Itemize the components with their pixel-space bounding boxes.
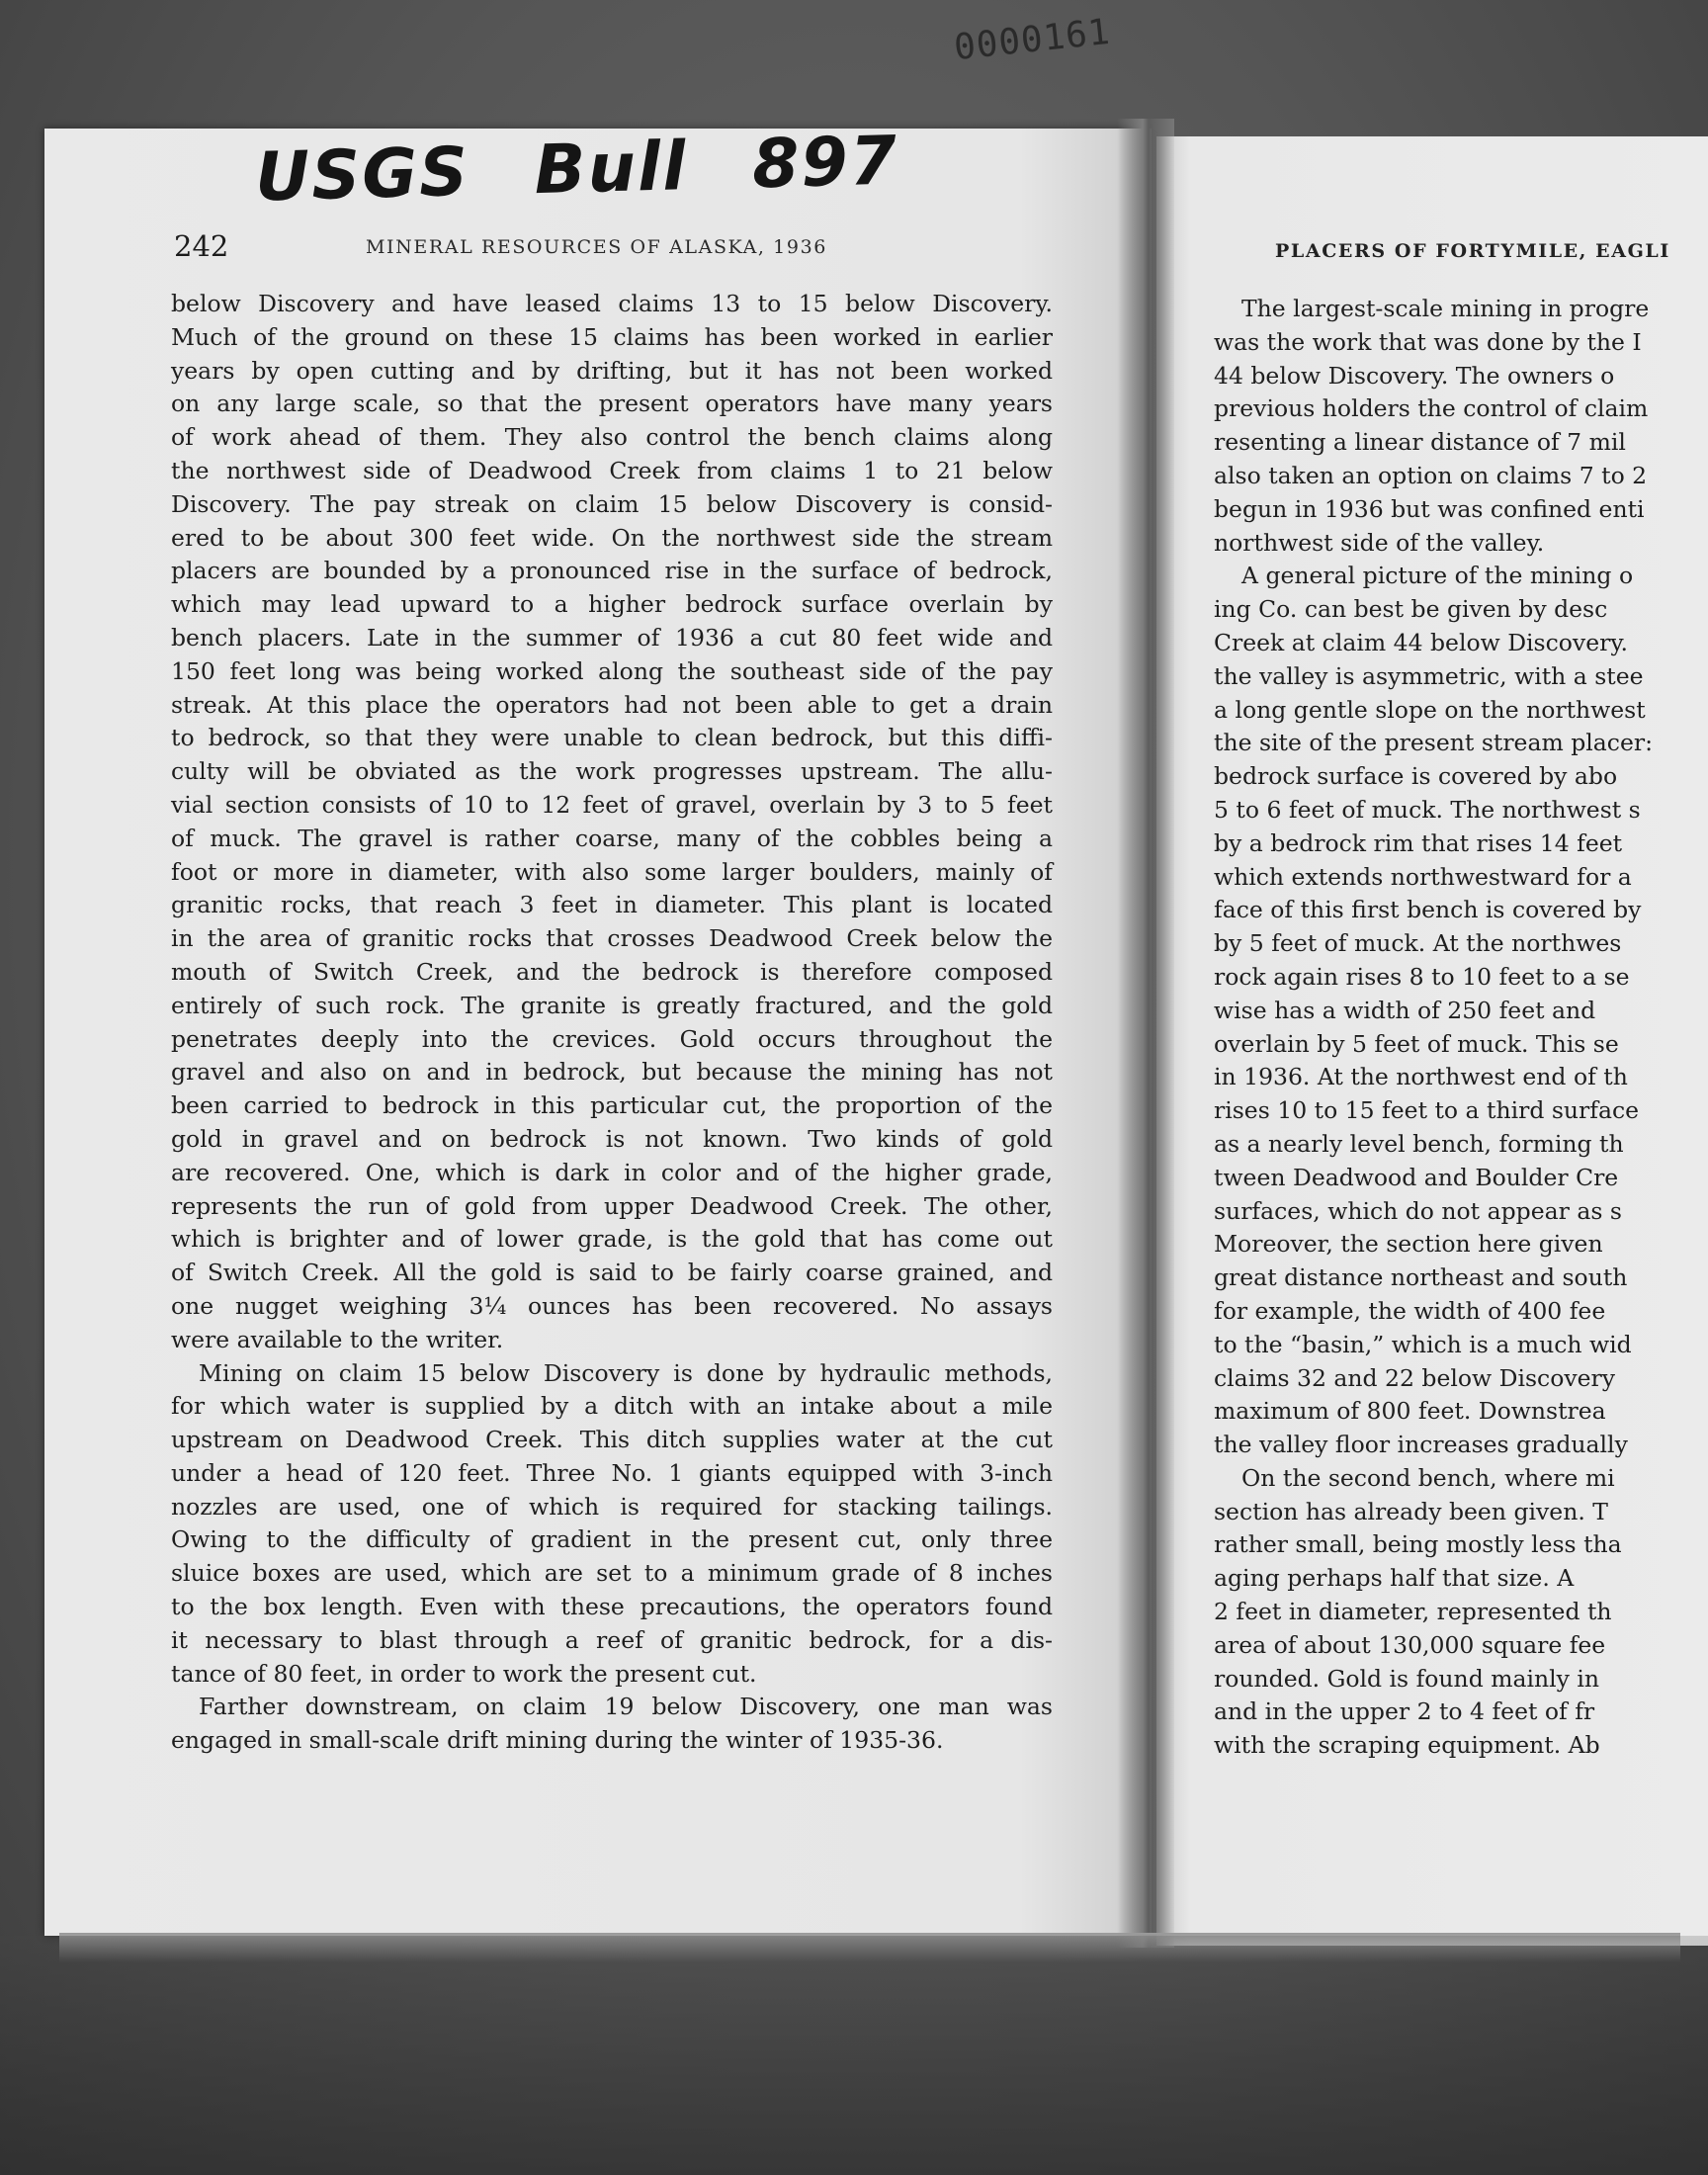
text-line: which may lead upward to a higher bedrock surface overlain by [171, 590, 1053, 619]
text-line: by a bedrock rim that rises 14 feet [1214, 828, 1623, 857]
text-line: one nugget weighing 3¼ ounces has been recovered. No assays [171, 1291, 1053, 1320]
text-line: under a head of 120 feet. Three No. 1 giants equipped with 3-inch [171, 1458, 1053, 1487]
text-line: ered to be about 300 feet wide. On the northwest side the stream [171, 523, 1053, 552]
text-line: A general picture of the mining o [1241, 562, 1634, 590]
text-line: nozzles are used, one of which is required for stacking tailings. [171, 1492, 1053, 1521]
text-line: were available to the writer. [171, 1325, 504, 1353]
text-line: of Switch Creek. All the gold is said to be fairly coarse grained, and [171, 1259, 1053, 1287]
text-line: in the area of granitic rocks that crosses Deadwood Creek below the [171, 924, 1053, 953]
left-running-head: MINERAL RESOURCES OF ALASKA, 1936 [366, 236, 827, 258]
text-line: gravel and also on and in bedrock, but because the mining has not [171, 1058, 1053, 1087]
text-line: been carried to bedrock in this particular cut, the proportion of the [171, 1091, 1053, 1120]
text-line: Owing to the difficulty of gradient in the present cut, only three [171, 1525, 1053, 1554]
left-page-header [174, 229, 1064, 269]
text-line: of muck. The gravel is rather coarse, many of the cobbles being a [171, 824, 1053, 852]
text-line: on any large scale, so that the present operators have many years [171, 390, 1053, 418]
text-line: with the scraping equipment. Ab [1214, 1731, 1600, 1760]
paragraph [171, 288, 1053, 1357]
text-line: maximum of 800 feet. Downstrea [1214, 1397, 1606, 1426]
text-line: tance of 80 feet, in order to work the present cut. [171, 1659, 757, 1688]
text-line: previous holders the control of claim [1214, 394, 1649, 423]
text-line: aging perhaps half that size. A [1214, 1564, 1575, 1593]
left-page-text [171, 288, 1053, 1758]
text-line: wise has a width of 250 feet and [1214, 996, 1596, 1024]
text-line: the valley is asymmetric, with a stee [1214, 661, 1644, 690]
text-line: was the work that was done by the I [1214, 327, 1642, 356]
text-line: upstream on Deadwood Creek. This ditch supplies water at the cut [171, 1426, 1053, 1454]
text-line: mouth of Switch Creek, and the bedrock is therefore composed [171, 957, 1053, 986]
text-line: On the second bench, where mi [1241, 1463, 1615, 1492]
text-line: Mining on claim 15 below Discovery is done by hydraulic methods, [199, 1358, 1053, 1387]
paragraph [171, 1691, 1053, 1758]
text-line: rises 10 to 15 feet to a third surface [1214, 1096, 1640, 1125]
text-line: Moreover, the section here given [1214, 1230, 1603, 1259]
text-line: gold in gravel and on bedrock is not known. Two kinds of gold [171, 1124, 1053, 1153]
text-line: by 5 feet of muck. At the northwes [1214, 929, 1622, 958]
text-line: represents the run of gold from upper Deadwood Creek. The other, [171, 1191, 1053, 1220]
text-line: the valley floor increases gradually [1214, 1431, 1628, 1459]
page-number: 242 [174, 229, 229, 263]
handwritten-title: USGS Bull 897 [254, 122, 900, 218]
text-line: to bedrock, so that they were unable to clean bedrock, but this diffi- [171, 724, 1053, 752]
text-line: surfaces, which do not appear as s [1214, 1196, 1622, 1225]
right-running-head: PLACERS OF FORTYMILE, EAGLI [1275, 240, 1670, 262]
book-gutter [1117, 119, 1174, 1948]
text-line: penetrates deeply into the crevices. Gold occurs throughout the [171, 1024, 1053, 1053]
text-line: Much of the ground on these 15 claims has been worked in earlier [171, 322, 1053, 351]
text-line: area of about 130,000 square fee [1214, 1630, 1606, 1659]
text-line: 5 to 6 feet of muck. The northwest s [1214, 795, 1641, 824]
text-line: begun in 1936 but was confined enti [1214, 494, 1645, 523]
text-line: northwest side of the valley. [1214, 528, 1545, 557]
right-page-text [1214, 293, 1708, 1763]
text-line: 2 feet in diameter, represented th [1214, 1598, 1612, 1626]
archive-stamp-number: 0000161 [952, 11, 1113, 69]
text-line: section has already been given. T [1214, 1497, 1608, 1525]
right-page [1156, 136, 1708, 1946]
text-line: 44 below Discovery. The owners o [1214, 361, 1615, 390]
text-line: also taken an option on claims 7 to 2 [1214, 461, 1648, 489]
text-line: bench placers. Late in the summer of 1936 a cut 80 feet wide and [171, 623, 1053, 652]
text-line: Discovery. The pay streak on claim 15 below Discovery is consid- [171, 489, 1053, 518]
text-line: Farther downstream, on claim 19 below Discovery, one man was [199, 1693, 1053, 1721]
text-line: rounded. Gold is found mainly in [1214, 1664, 1600, 1693]
text-line: which is brighter and of lower grade, is the gold that has come out [171, 1225, 1053, 1254]
text-line: years by open cutting and by drifting, but it has not been worked [171, 356, 1053, 385]
text-line: and in the upper 2 to 4 feet of fr [1214, 1697, 1595, 1726]
text-line: placers are bounded by a pronounced rise in the surface of bedrock, [171, 557, 1053, 585]
text-line: as a nearly level bench, forming th [1214, 1129, 1624, 1158]
text-line: resenting a linear distance of 7 mil [1214, 428, 1626, 457]
text-line: a long gentle slope on the northwest [1214, 695, 1646, 724]
text-line: 150 feet long was being worked along the southeast side of the pay [171, 656, 1053, 685]
scan-shadow [0, 1936, 1708, 2175]
text-line: are recovered. One, which is dark in color and of the higher grade, [171, 1158, 1053, 1186]
text-line: rather small, being mostly less tha [1214, 1530, 1622, 1559]
text-line: face of this first bench is covered by [1214, 896, 1642, 924]
text-line: to the box length. Even with these precautions, the operators found [171, 1593, 1053, 1621]
text-line: claims 32 and 22 below Discovery [1214, 1363, 1616, 1392]
text-line: for which water is supplied by a ditch with an intake about a mile [171, 1392, 1053, 1421]
text-line: in 1936. At the northwest end of th [1214, 1063, 1628, 1091]
text-line: streak. At this place the operators had not been able to get a drain [171, 690, 1053, 719]
text-line: granitic rocks, that reach 3 feet in diameter. This plant is located [171, 891, 1053, 919]
text-line: below Discovery and have leased claims 13 to 15 below Discovery. [171, 290, 1053, 317]
text-line: the northwest side of Deadwood Creek from claims 1 to 21 below [171, 456, 1053, 484]
text-line: for example, the width of 400 fee [1214, 1296, 1606, 1325]
text-line: overlain by 5 feet of muck. This se [1214, 1029, 1619, 1058]
text-line: vial section consists of 10 to 12 feet of gravel, overlain by 3 to 5 feet [171, 790, 1053, 819]
text-line: it necessary to blast through a reef of granitic bedrock, for a dis- [171, 1625, 1053, 1654]
text-line: of work ahead of them. They also control the bench claims along [171, 423, 1053, 452]
text-line: engaged in small-scale drift mining during the winter of 1935-36. [171, 1726, 944, 1755]
text-line: to the “basin,” which is a much wid [1214, 1330, 1632, 1358]
text-line: culty will be obviated as the work progresses upstream. The allu- [171, 757, 1053, 786]
text-line: rock again rises 8 to 10 feet to a se [1214, 962, 1630, 991]
text-line: ing Co. can best be given by desc [1214, 595, 1608, 624]
text-line: tween Deadwood and Boulder Cre [1214, 1163, 1619, 1191]
text-line: foot or more in diameter, with also some larger boulders, mainly of [171, 857, 1053, 886]
text-line: entirely of such rock. The granite is greatly fractured, and the gold [171, 991, 1053, 1019]
text-line: The largest-scale mining in progre [1241, 295, 1650, 322]
text-line: great distance northeast and south [1214, 1263, 1628, 1292]
text-line: bedrock surface is covered by abo [1214, 762, 1618, 791]
text-line: the site of the present stream placer: [1214, 729, 1654, 757]
text-line: sluice boxes are used, which are set to a minimum grade of 8 inches [171, 1559, 1053, 1588]
paragraph [171, 1357, 1053, 1692]
text-line: Creek at claim 44 below Discovery. [1214, 628, 1628, 656]
text-line: which extends northwestward for a [1214, 862, 1632, 891]
